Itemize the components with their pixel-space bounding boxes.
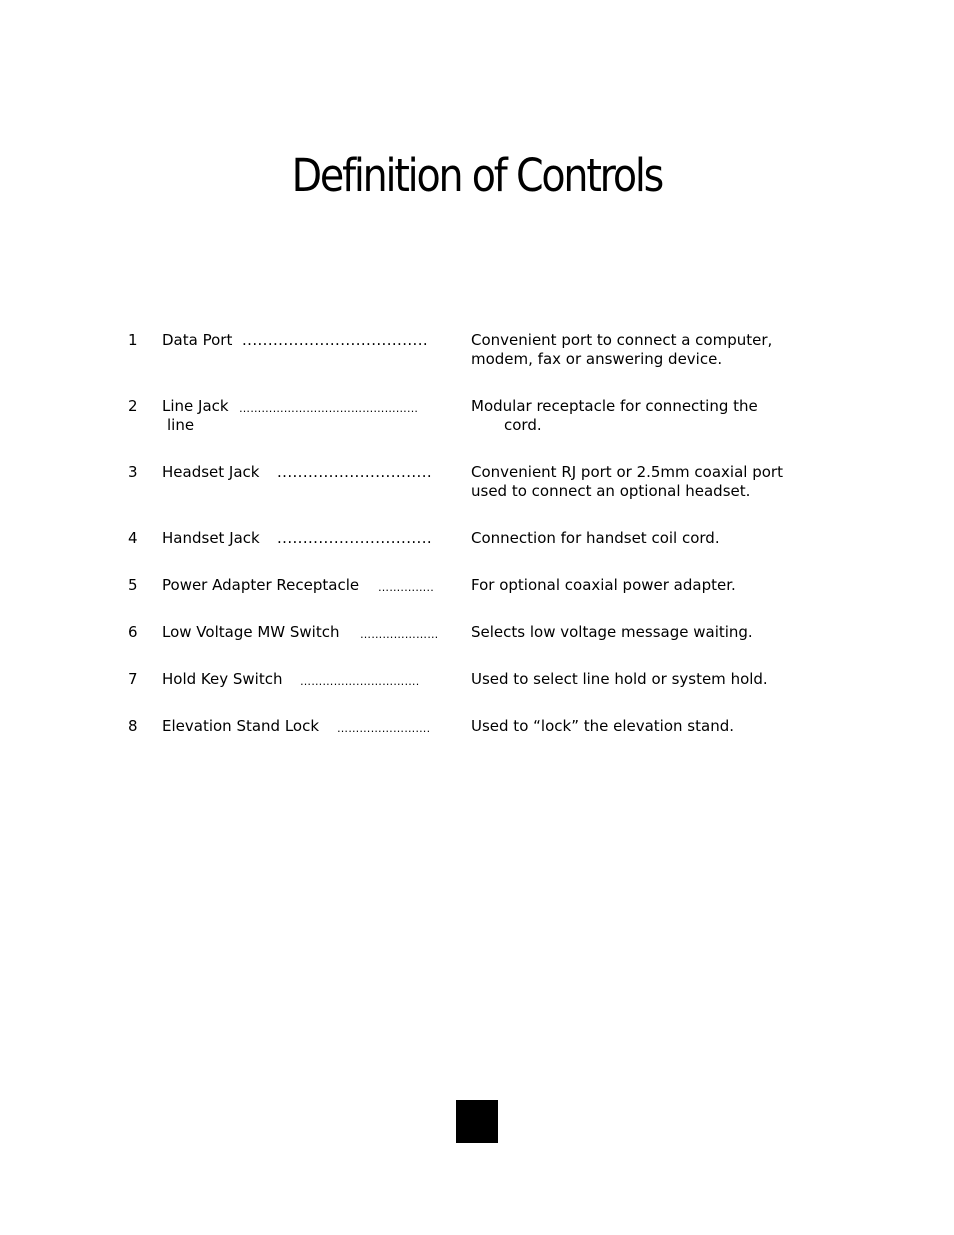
control-label-continued: line [167, 416, 195, 434]
control-label: Data Port [162, 331, 233, 349]
control-number: 2 [128, 397, 138, 415]
control-label: Hold Key Switch [162, 670, 283, 688]
control-label: Low Voltage MW Switch [162, 623, 340, 641]
control-description: Connection for handset coil cord. [471, 529, 720, 547]
dot-leader: ………………………………………... [239, 402, 419, 415]
control-description-continued: used to connect an optional headset. [471, 482, 751, 500]
dot-leader: …………….……………. [300, 675, 420, 688]
control-number: 7 [128, 670, 138, 688]
control-description: Modular receptacle for connecting the [471, 397, 758, 415]
control-label: Power Adapter Receptacle [162, 576, 360, 594]
dot-leader: .................................... [242, 331, 429, 349]
control-label: Headset Jack [162, 463, 260, 481]
control-label: Line Jack [162, 397, 229, 415]
control-description-continued: cord. [504, 416, 542, 434]
control-description: Convenient RJ port or 2.5mm coaxial port [471, 463, 783, 481]
dot-leader: .............................. [277, 463, 433, 481]
page-title: Definition of Controls [291, 149, 663, 202]
control-description: Used to “lock” the elevation stand. [471, 717, 734, 735]
control-number: 1 [128, 331, 138, 349]
control-description: Used to select line hold or system hold. [471, 670, 768, 688]
control-number: 6 [128, 623, 138, 641]
dot-leader: ……………………. [337, 722, 431, 735]
control-description: Convenient port to connect a computer, [471, 331, 773, 349]
control-description-continued: modem, fax or answering device. [471, 350, 723, 368]
control-description: For optional coaxial power adapter. [471, 576, 736, 594]
control-number: 8 [128, 717, 138, 735]
page-number-block [456, 1100, 498, 1143]
dot-leader: …….…….. [378, 581, 434, 594]
control-number: 3 [128, 463, 138, 481]
control-label: Handset Jack [162, 529, 260, 547]
control-description: Selects low voltage message waiting. [471, 623, 753, 641]
control-label: Elevation Stand Lock [162, 717, 320, 735]
dot-leader: .............................. [277, 529, 433, 547]
control-number: 4 [128, 529, 138, 547]
control-number: 5 [128, 576, 138, 594]
dot-leader: ………………… [360, 628, 439, 641]
